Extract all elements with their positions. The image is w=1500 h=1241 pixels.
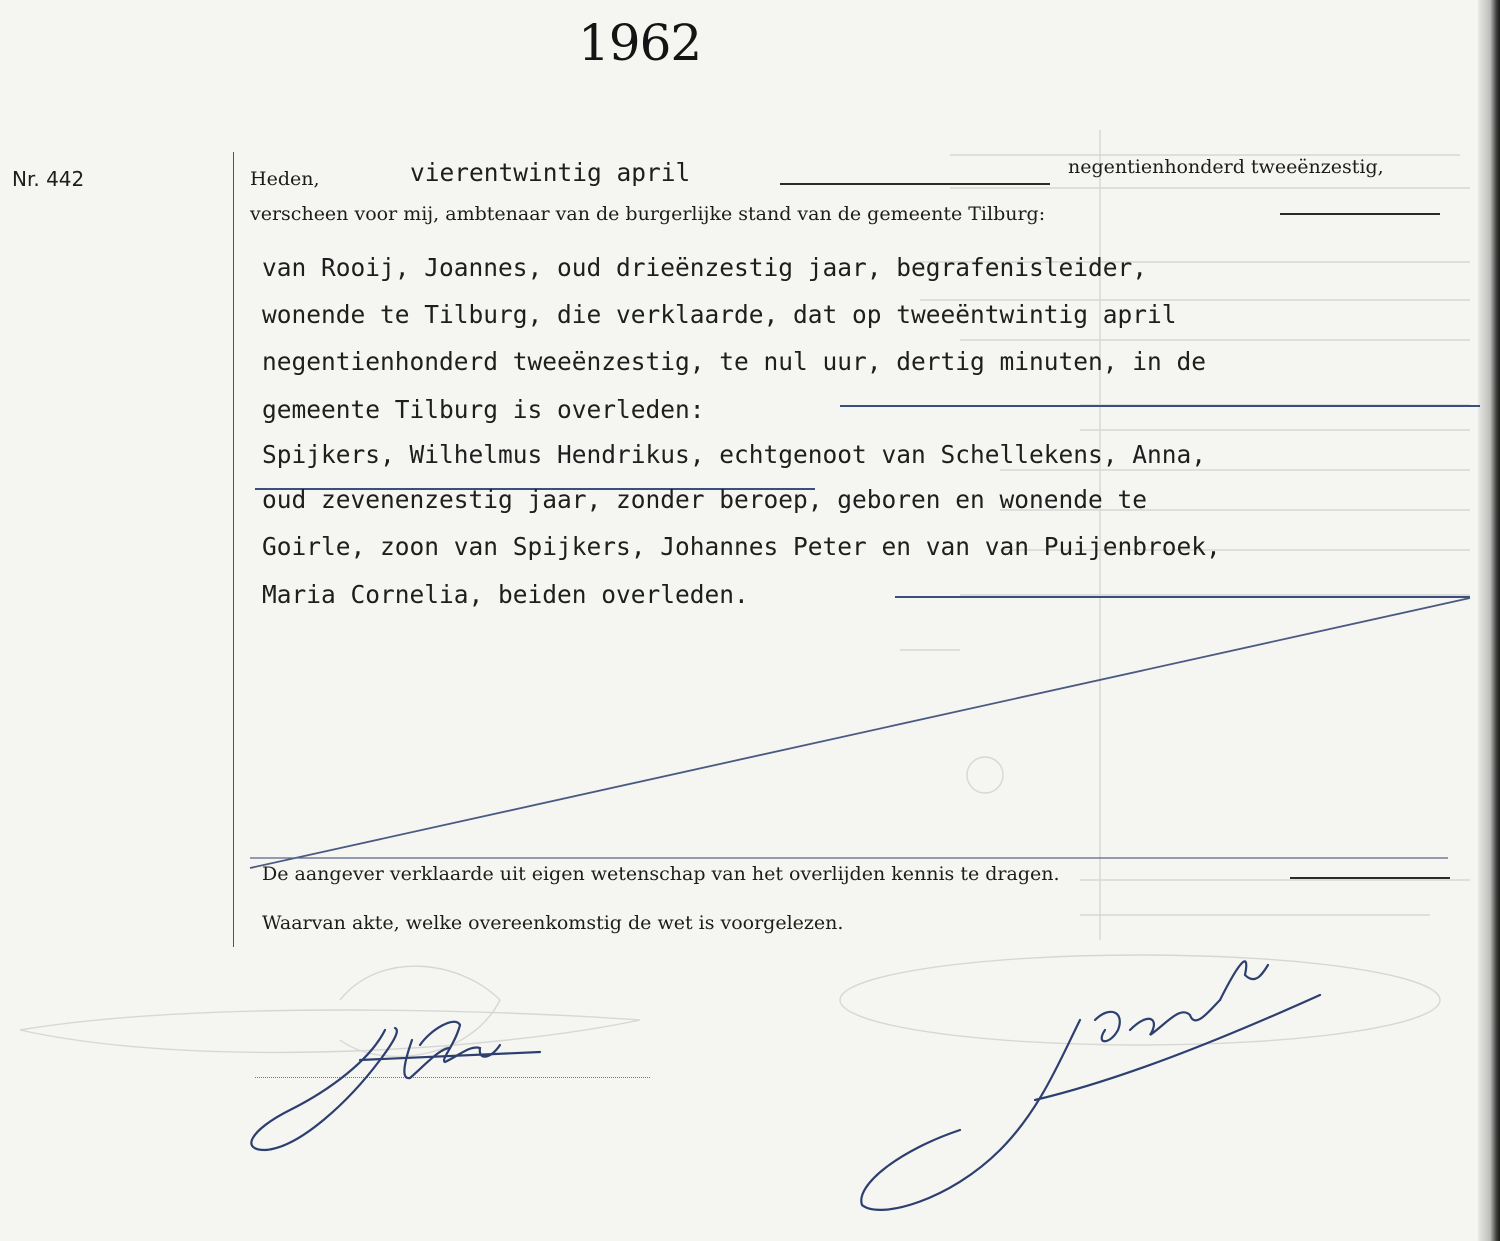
body-line-1: van Rooij, Joannes, oud drieënzestig jaar, begrafenisleider, (262, 253, 1148, 282)
year-printed: negentienhonderd tweeënzestig, (1068, 156, 1384, 178)
heading-label: Heden, (250, 168, 320, 190)
date-typed: vierentwintig april (410, 158, 691, 187)
appeared-statement: verscheen voor mij, ambtenaar van de burgerlijke stand van de gemeente Tilburg: (250, 203, 1046, 225)
body-line-3: negentienhonderd tweeënzestig, te nul uur, dertig minuten, in de (262, 347, 1207, 376)
closing-text: Waarvan akte, welke overeenkomstig de wet is voorgelezen. (262, 912, 844, 934)
body-line-7: Goirle, zoon van Spijkers, Johannes Peter en van van Puijenbroek, (262, 532, 1221, 561)
body-line-8: Maria Cornelia, beiden overleden. (262, 580, 749, 609)
body-line-2: wonende te Tilburg, die verklaarde, dat op tweeëntwintig april (262, 300, 1177, 329)
declaration-text: De aangever verklaarde uit eigen wetenschap van het overlijden kennis te dragen. (262, 863, 1060, 885)
record-number: Nr. 442 (12, 167, 85, 191)
body-line-6: oud zevenenzestig jaar, zonder beroep, geboren en wonende te (262, 485, 1148, 514)
body-line-5: Spijkers, Wilhelmus Hendrikus, echtgenoot van Schellekens, Anna, (262, 440, 1207, 469)
register-year: 1962 (578, 14, 702, 72)
body-line-4: gemeente Tilburg is overleden: (262, 395, 705, 424)
